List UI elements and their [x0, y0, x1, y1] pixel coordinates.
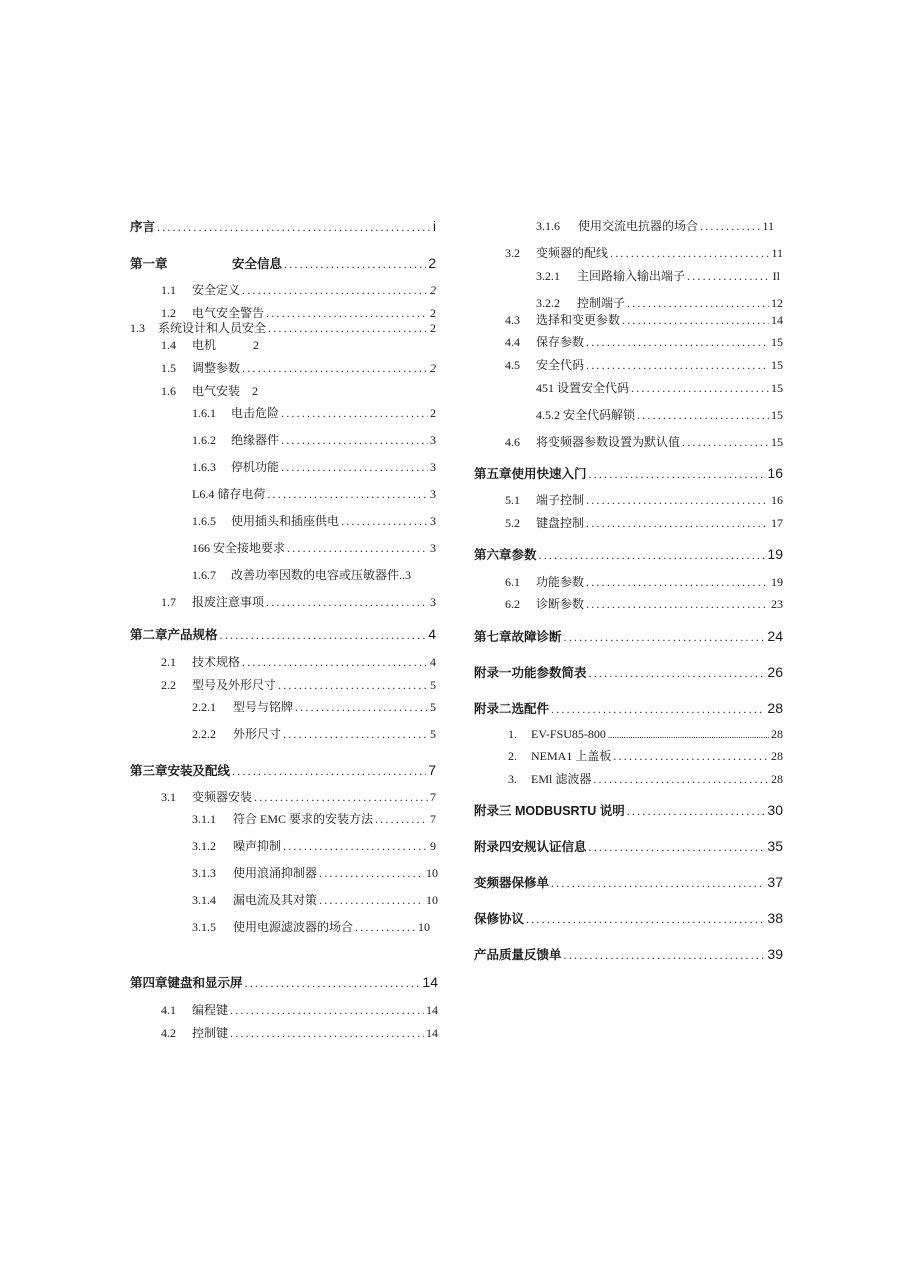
leader-dots: [539, 547, 766, 563]
leader-dots: [586, 574, 769, 590]
leader-dots: [586, 357, 769, 373]
leader-dots: [266, 305, 428, 321]
toc-page: 9: [430, 839, 436, 853]
toc-page: 28: [771, 772, 783, 786]
toc-page: 10: [426, 866, 438, 880]
toc-appendix-4[interactable]: [474, 838, 783, 855]
leader-dots: [682, 434, 769, 450]
toc-page: 26: [767, 664, 783, 680]
toc-page: 7: [430, 790, 436, 804]
toc-6-1[interactable]: [505, 574, 783, 590]
toc-label: 技术规格: [192, 655, 241, 669]
toc-page: 2: [253, 338, 259, 352]
toc-2-1[interactable]: [161, 654, 436, 670]
leader-dots: [586, 334, 769, 350]
toc-label: 166 安全接地要求: [192, 541, 286, 555]
toc-number: 6.1: [505, 575, 520, 589]
toc-page: 2: [430, 406, 436, 420]
toc-1-6-6[interactable]: [192, 540, 436, 556]
toc-label: 使用浪涌抑制器: [233, 866, 318, 880]
leader-dots: [551, 701, 765, 717]
toc-1-6-2[interactable]: [192, 432, 436, 448]
toc-2-2-1[interactable]: [192, 699, 436, 715]
toc-feedback[interactable]: [474, 946, 783, 963]
toc-number: 3.1.1: [192, 812, 216, 826]
toc-4-3[interactable]: [505, 312, 783, 328]
toc-title: 安全信息: [232, 257, 283, 271]
toc-2-2[interactable]: [161, 677, 436, 693]
leader-dots: [281, 432, 428, 448]
toc-3-2-2[interactable]: [536, 295, 783, 311]
toc-page: 12: [771, 296, 783, 310]
toc-appendix-2[interactable]: [474, 700, 783, 717]
toc-label: 保存参数: [536, 335, 585, 349]
leader-dots: [242, 654, 428, 670]
toc-label: 符合 EMC 要求的安装方法: [233, 812, 374, 826]
toc-page: 7: [430, 812, 436, 826]
toc-page: 2: [430, 361, 436, 375]
toc-1-3[interactable]: [130, 320, 436, 336]
toc-page: 28: [771, 749, 783, 763]
toc-label: 第五章使用快速入门: [474, 467, 587, 481]
toc-label: 选择和变更参数: [536, 313, 621, 327]
toc-3-1-2[interactable]: [192, 838, 436, 854]
leader-dots: [551, 875, 765, 891]
toc-3-2[interactable]: [505, 245, 783, 261]
toc-number: 1.6.7: [192, 568, 216, 582]
toc-page: 3: [430, 541, 436, 555]
toc-number: 1.6.5: [192, 514, 216, 528]
toc-page: 28: [767, 700, 783, 716]
toc-label: 使用交流电抗器的场合: [578, 219, 699, 233]
toc-page: 14: [771, 313, 783, 327]
toc-label: 电气安全警告: [192, 306, 265, 320]
toc-label: 将变频器参数设置为默认值: [536, 435, 681, 449]
toc-chapter-1[interactable]: [130, 255, 436, 272]
toc-label: 漏电流及其对策: [233, 893, 318, 907]
toc-label: EMl 滤波器: [531, 772, 592, 786]
leader-dots: [283, 726, 428, 742]
toc-number: 3.2.2: [536, 296, 560, 310]
toc-label: 型号与铭牌: [233, 700, 294, 714]
toc-label: 附录四安规认证信息: [474, 840, 587, 854]
leader-dots: [564, 629, 766, 645]
toc-4-5[interactable]: [505, 357, 783, 373]
toc-3-1-3[interactable]: [192, 865, 438, 881]
leader-dots: [267, 486, 428, 502]
leader-dots: [586, 492, 769, 508]
toc-appendix-1[interactable]: [474, 664, 783, 681]
leader-dots: [526, 911, 765, 927]
toc-number: 4.4: [505, 335, 520, 349]
toc-2-2-2[interactable]: [192, 726, 436, 742]
toc-4-6[interactable]: [505, 434, 783, 450]
toc-1-1[interactable]: [161, 282, 436, 298]
toc-5-2[interactable]: [505, 515, 783, 531]
toc-label: 第六章参数: [474, 548, 537, 562]
leader-dots: [295, 699, 428, 715]
toc-appendix-2-item-2[interactable]: [508, 748, 783, 764]
toc-number: 1.4: [161, 338, 176, 352]
toc-page: 28: [771, 727, 783, 741]
toc-page: 5: [430, 727, 436, 741]
toc-number: 4.6: [505, 435, 520, 449]
toc-number: 4.3: [505, 313, 520, 327]
leader-dots: [586, 596, 769, 612]
toc-3-1-6[interactable]: [536, 218, 774, 234]
leader-dots: [627, 803, 766, 819]
toc-page: 14: [426, 1003, 438, 1017]
toc-label: 保修协议: [474, 912, 525, 926]
toc-3-1-5[interactable]: [192, 919, 430, 935]
leader-dots: [608, 727, 769, 743]
toc-label: 使用插头和插座供电: [231, 514, 340, 528]
toc-label: 噪声抑制: [233, 839, 282, 853]
toc-number: 2.2.2: [192, 727, 216, 741]
toc-label: 第七章故障诊断: [474, 630, 562, 644]
toc-page: 2: [430, 321, 436, 335]
leader-dots: [230, 1025, 424, 1041]
toc-number: 6.2: [505, 597, 520, 611]
toc-number: 4.2: [161, 1026, 176, 1040]
leader-dots: [245, 975, 421, 991]
toc-label: 安全定义: [192, 283, 241, 297]
leader-dots: [278, 677, 428, 693]
leader-dots: [268, 320, 428, 336]
toc-1-4[interactable]: [161, 337, 436, 353]
toc-page: 16: [767, 465, 783, 481]
toc-1-6-1[interactable]: [192, 405, 436, 421]
toc-page: 2: [252, 384, 258, 398]
toc-page: 4: [428, 626, 436, 642]
toc-page: 2: [430, 306, 436, 320]
leader-dots: [564, 947, 766, 963]
toc-4-5-2[interactable]: [536, 407, 783, 423]
leader-dots: [637, 407, 769, 423]
toc-number: 1.2: [161, 306, 176, 320]
leader-dots: [589, 466, 766, 482]
toc-page: 3: [430, 514, 436, 528]
leader-dots: [220, 627, 427, 643]
leader-dots: [319, 892, 424, 908]
toc-chapter-2[interactable]: [130, 626, 436, 643]
toc-page: 39: [767, 946, 783, 962]
toc-label: 第一章: [130, 257, 168, 271]
toc-4-2[interactable]: [161, 1025, 438, 1041]
toc-label: 附录二选配件: [474, 702, 550, 716]
toc-number: 3.1.5: [192, 920, 216, 934]
toc-page: 5: [430, 678, 436, 692]
toc-label: EV-FSU85-800: [531, 727, 606, 741]
leader-dots: [281, 459, 428, 475]
leader-dots: [284, 256, 426, 272]
toc-page: 14: [426, 1026, 438, 1040]
toc-label: L6.4 储存电荷: [192, 487, 266, 501]
toc-number: 3.1.3: [192, 866, 216, 880]
toc-page: 10: [426, 893, 438, 907]
toc-label: 变频器的配线: [536, 246, 609, 260]
toc-page: 11: [762, 219, 774, 233]
toc-label: 外形尺寸: [233, 727, 282, 741]
leader-dots: [319, 865, 424, 881]
leader-dots: [242, 282, 428, 298]
toc-label: 451 设置安全代码: [536, 381, 630, 395]
toc-1-6-3[interactable]: [192, 459, 436, 475]
toc-page: 14: [422, 974, 438, 990]
toc-label: 诊断参数: [536, 597, 585, 611]
toc-number: 1.1: [161, 283, 176, 297]
toc-number: 3.1.2: [192, 839, 216, 853]
toc-label: 电气安装: [192, 384, 241, 398]
toc-page: 2: [430, 283, 436, 297]
toc-page: 15: [771, 335, 783, 349]
toc-label: 序言: [130, 220, 156, 234]
toc-1-6-5[interactable]: [192, 513, 436, 529]
leader-dots: [589, 839, 766, 855]
toc-1-6[interactable]: [161, 383, 436, 399]
leader-dots: [157, 219, 431, 235]
toc-label: 附录一功能参数简表: [474, 666, 587, 680]
toc-label: 第二章产品规格: [130, 628, 218, 642]
toc-label: 型号及外形尺寸: [192, 678, 277, 692]
toc-label: 编程键: [192, 1003, 229, 1017]
leader-dots: [586, 515, 769, 531]
toc-label: 附录三 MODBUSRTU 说明: [474, 804, 625, 818]
toc-chapter-3[interactable]: [130, 762, 436, 779]
toc-page: 2: [428, 255, 436, 271]
toc-number: 1.6.1: [192, 406, 216, 420]
toc-number: 3.2: [505, 246, 520, 260]
toc-number: 4.5: [505, 358, 520, 372]
leader-dots: [593, 771, 769, 787]
toc-page: 19: [771, 575, 783, 589]
toc-page: 15: [771, 358, 783, 372]
toc-page: 15: [771, 408, 783, 422]
toc-number: 2.1: [161, 655, 176, 669]
leader-dots: [589, 665, 766, 681]
toc-page: 4: [430, 655, 436, 669]
toc-number: 1.6: [161, 384, 176, 398]
toc-page: 37: [767, 874, 783, 890]
leader-dots: [287, 540, 428, 556]
toc-number: 5.1: [505, 493, 520, 507]
toc-1-2[interactable]: [161, 305, 436, 321]
toc-page: 3: [430, 460, 436, 474]
toc-label: 安全代码: [536, 358, 585, 372]
toc-3-1[interactable]: [161, 789, 436, 805]
toc-number: 3.1: [161, 790, 176, 804]
toc-agreement[interactable]: [474, 910, 783, 927]
toc-5-1[interactable]: [505, 492, 783, 508]
leader-dots: [242, 360, 428, 376]
toc-number: 1.: [508, 727, 517, 741]
toc-page: 38: [767, 910, 783, 926]
toc-number: 1.5: [161, 361, 176, 375]
toc-label: 控制键: [192, 1026, 229, 1040]
toc-label: 系统设计和人员安全: [158, 321, 267, 335]
toc-chapter-6[interactable]: [474, 546, 783, 563]
toc-number: 2.2.1: [192, 700, 216, 714]
leader-dots: [627, 295, 769, 311]
leader-dots: [254, 789, 428, 805]
toc-number: 4.1: [161, 1003, 176, 1017]
toc-page: 15: [771, 435, 783, 449]
toc-3-1-4[interactable]: [192, 892, 438, 908]
toc-chapter-5[interactable]: [474, 465, 783, 482]
toc-label: 变频器保修单: [474, 876, 550, 890]
toc-label: 主回路输入输出端子: [577, 269, 686, 283]
leader-dots: [631, 380, 769, 396]
toc-number: 1.6.2: [192, 433, 216, 447]
toc-number: 3.2.1: [536, 269, 560, 283]
toc-label: 控制端子: [577, 296, 626, 310]
leader-dots: [700, 218, 760, 234]
toc-page: 16: [771, 493, 783, 507]
toc-label: 端子控制: [536, 493, 585, 507]
toc-number: 3.: [508, 772, 517, 786]
toc-number: 1.7: [161, 595, 176, 609]
toc-warranty[interactable]: [474, 874, 783, 891]
toc-label: 改善功率因数的电容或压敏器件..3: [231, 568, 412, 582]
toc-page: 7: [428, 762, 436, 778]
toc-label: 电击危险: [231, 406, 280, 420]
toc-6-2[interactable]: [505, 596, 783, 612]
leader-dots: [230, 1002, 424, 1018]
toc-1-5[interactable]: [161, 360, 436, 376]
leader-dots: [622, 312, 769, 328]
toc-chapter-4[interactable]: [130, 974, 438, 991]
toc-page: i: [432, 218, 436, 234]
toc-page: 23: [771, 597, 783, 611]
toc-number: 5.2: [505, 516, 520, 530]
toc-appendix-2-item-3[interactable]: [508, 771, 783, 787]
toc-label: 第三章安装及配线: [130, 764, 231, 778]
toc-chapter-7[interactable]: [474, 628, 783, 645]
leader-dots: [613, 748, 769, 764]
leader-dots: [266, 594, 428, 610]
leader-dots: [355, 919, 416, 935]
toc-4-4[interactable]: [505, 334, 783, 350]
toc-page: 35: [767, 838, 783, 854]
toc-number: 3.1.4: [192, 893, 216, 907]
leader-dots: [341, 513, 428, 529]
leader-dots: [283, 838, 428, 854]
toc-label: 调整参数: [192, 361, 241, 375]
toc-page: 3: [430, 595, 436, 609]
toc-label: 变频器安装: [192, 790, 253, 804]
toc-label: 产品质量反馈单: [474, 948, 562, 962]
toc-label: 4.5.2 安全代码解锁: [536, 408, 636, 422]
toc-number: 2.2: [161, 678, 176, 692]
toc-page: 3: [430, 487, 436, 501]
toc-page: 24: [767, 628, 783, 644]
leader-dots: [687, 268, 771, 284]
toc-label: 键盘控制: [536, 516, 585, 530]
toc-number: 1.3: [130, 321, 145, 335]
leader-dots: [610, 245, 769, 261]
toc-page: 30: [767, 802, 783, 818]
leader-dots: [281, 405, 428, 421]
toc-preface[interactable]: [130, 218, 436, 235]
toc-page: 17: [771, 516, 783, 530]
toc-page: 10: [418, 920, 430, 934]
toc-label: 电机: [192, 338, 217, 352]
toc-page: Il: [772, 269, 780, 283]
toc-page: 19: [767, 546, 783, 562]
toc-4-5-1[interactable]: [536, 380, 783, 396]
toc-label: NEMA1 上盖板: [531, 749, 612, 763]
toc-page: 5: [430, 700, 436, 714]
leader-dots: [232, 763, 426, 779]
toc-page: 11: [771, 246, 783, 260]
toc-3-1-1[interactable]: [192, 811, 436, 827]
toc-label: 报废注意事项: [192, 595, 265, 609]
toc-1-6-4[interactable]: [192, 486, 436, 502]
toc-number: 1.6.3: [192, 460, 216, 474]
toc-1-6-7[interactable]: [192, 567, 436, 583]
toc-4-1[interactable]: [161, 1002, 438, 1018]
toc-label: 停机功能: [231, 460, 280, 474]
toc-appendix-2-item-1[interactable]: [508, 726, 783, 743]
toc-label: 功能参数: [536, 575, 585, 589]
toc-3-2-1[interactable]: [536, 268, 780, 284]
toc-number: 3.1.6: [536, 219, 560, 233]
toc-page: 15: [771, 381, 783, 395]
toc-label: 第四章键盘和显示屏: [130, 976, 243, 990]
toc-number: 2.: [508, 749, 517, 763]
toc-label: 使用电源滤波器的场合: [233, 920, 354, 934]
toc-appendix-3[interactable]: [474, 802, 783, 819]
toc-label: 绝缘器件: [231, 433, 280, 447]
toc-1-7[interactable]: [161, 594, 436, 610]
leader-dots: [375, 811, 428, 827]
toc-page: 3: [430, 433, 436, 447]
